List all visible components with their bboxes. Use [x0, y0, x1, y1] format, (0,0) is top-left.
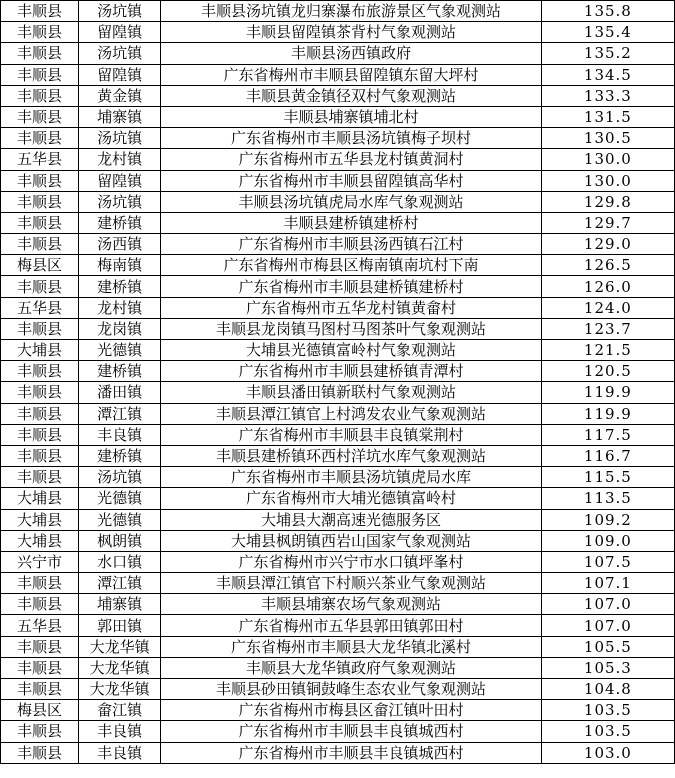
table-body	[1, 1, 675, 764]
station-cell: 广东省梅州市五华县龙村镇黄洞村	[161, 149, 542, 170]
table-row	[1, 340, 675, 361]
table-row	[1, 700, 675, 721]
town-cell: 光德镇	[79, 340, 161, 361]
county-cell: 丰顺县	[1, 445, 79, 466]
town-cell: 丰良镇	[79, 721, 161, 742]
station-cell: 丰顺县大龙华镇政府气象观测站	[161, 657, 542, 678]
station-cell: 广东省梅州市丰顺县建桥镇青潭村	[161, 361, 542, 382]
table-row	[1, 742, 675, 763]
rainfall-value-cell: 104.8	[541, 679, 674, 700]
town-cell: 汤西镇	[79, 234, 161, 255]
town-cell: 汤坑镇	[79, 1, 161, 22]
table-row	[1, 424, 675, 445]
county-cell: 丰顺县	[1, 679, 79, 700]
town-cell: 郭田镇	[79, 615, 161, 636]
county-cell: 丰顺县	[1, 467, 79, 488]
station-cell: 丰顺县汤西镇政府	[161, 43, 542, 64]
table-row	[1, 467, 675, 488]
station-cell: 大埔县枫朗镇西岩山国家气象观测站	[161, 530, 542, 551]
town-cell: 埔寨镇	[79, 594, 161, 615]
town-cell: 埔寨镇	[79, 106, 161, 127]
county-cell: 丰顺县	[1, 85, 79, 106]
station-cell: 广东省梅州市丰顺县丰良镇城西村	[161, 742, 542, 763]
rainfall-value-cell: 135.8	[541, 1, 674, 22]
county-cell: 丰顺县	[1, 212, 79, 233]
rainfall-value-cell: 107.0	[541, 615, 674, 636]
town-cell: 梅南镇	[79, 255, 161, 276]
station-cell: 丰顺县埔寨镇埔北村	[161, 106, 542, 127]
county-cell: 丰顺县	[1, 382, 79, 403]
rainfall-value-cell: 119.9	[541, 403, 674, 424]
town-cell: 丰良镇	[79, 424, 161, 445]
rainfall-value-cell: 117.5	[541, 424, 674, 445]
table-row	[1, 22, 675, 43]
county-cell: 丰顺县	[1, 403, 79, 424]
rainfall-value-cell: 105.3	[541, 657, 674, 678]
rainfall-value-cell: 121.5	[541, 340, 674, 361]
county-cell: 丰顺县	[1, 1, 79, 22]
station-cell: 丰顺县黄金镇径双村气象观测站	[161, 85, 542, 106]
rainfall-value-cell: 124.0	[541, 297, 674, 318]
table-row	[1, 403, 675, 424]
station-cell: 丰顺县砂田镇铜鼓峰生态农业气象观测站	[161, 679, 542, 700]
rainfall-value-cell: 109.2	[541, 509, 674, 530]
station-cell: 大埔县光德镇富岭村气象观测站	[161, 340, 542, 361]
rainfall-value-cell: 113.5	[541, 488, 674, 509]
rainfall-value-cell: 126.5	[541, 255, 674, 276]
station-cell: 丰顺县建桥镇环西村洋坑水库气象观测站	[161, 445, 542, 466]
table-row	[1, 297, 675, 318]
town-cell: 汤坑镇	[79, 43, 161, 64]
town-cell: 龙村镇	[79, 297, 161, 318]
rainfall-value-cell: 103.0	[541, 742, 674, 763]
station-cell: 广东省梅州市丰顺县留隍镇东留大坪村	[161, 64, 542, 85]
county-cell: 五华县	[1, 297, 79, 318]
table-row	[1, 43, 675, 64]
town-cell: 大龙华镇	[79, 657, 161, 678]
town-cell: 留隍镇	[79, 64, 161, 85]
rainfall-value-cell: 130.0	[541, 149, 674, 170]
station-cell: 广东省梅州市丰顺县丰良镇棠荆村	[161, 424, 542, 445]
station-cell: 广东省梅州市大埔光德镇富岭村	[161, 488, 542, 509]
county-cell: 大埔县	[1, 340, 79, 361]
rainfall-value-cell: 109.0	[541, 530, 674, 551]
county-cell: 丰顺县	[1, 742, 79, 763]
county-cell: 大埔县	[1, 488, 79, 509]
rainfall-value-cell: 116.7	[541, 445, 674, 466]
county-cell: 梅县区	[1, 700, 79, 721]
station-cell: 广东省梅州市丰顺县大龙华镇北溪村	[161, 636, 542, 657]
table-row	[1, 212, 675, 233]
rainfall-value-cell: 130.5	[541, 128, 674, 149]
town-cell: 汤坑镇	[79, 467, 161, 488]
table-row	[1, 1, 675, 22]
county-cell: 五华县	[1, 615, 79, 636]
town-cell: 大龙华镇	[79, 636, 161, 657]
rainfall-value-cell: 129.0	[541, 234, 674, 255]
station-cell: 大埔县大潮高速光德服务区	[161, 509, 542, 530]
town-cell: 枫朗镇	[79, 530, 161, 551]
station-cell: 广东省梅州市丰顺县建桥镇建桥村	[161, 276, 542, 297]
rainfall-value-cell: 129.8	[541, 191, 674, 212]
table-row	[1, 149, 675, 170]
rainfall-value-cell: 130.0	[541, 170, 674, 191]
county-cell: 大埔县	[1, 530, 79, 551]
county-cell: 梅县区	[1, 255, 79, 276]
county-cell: 丰顺县	[1, 234, 79, 255]
county-cell: 丰顺县	[1, 657, 79, 678]
station-cell: 丰顺县汤坑镇龙归寨瀑布旅游景区气象观测站	[161, 1, 542, 22]
table-row	[1, 361, 675, 382]
county-cell: 丰顺县	[1, 361, 79, 382]
rainfall-value-cell: 134.5	[541, 64, 674, 85]
town-cell: 建桥镇	[79, 212, 161, 233]
table-row	[1, 657, 675, 678]
county-cell: 丰顺县	[1, 721, 79, 742]
rainfall-value-cell: 135.4	[541, 22, 674, 43]
table-row	[1, 615, 675, 636]
station-cell: 广东省梅州市梅县区梅南镇南坑村下南	[161, 255, 542, 276]
town-cell: 大龙华镇	[79, 679, 161, 700]
rainfall-value-cell: 129.7	[541, 212, 674, 233]
county-cell: 丰顺县	[1, 594, 79, 615]
table-row	[1, 721, 675, 742]
table-row	[1, 382, 675, 403]
county-cell: 丰顺县	[1, 276, 79, 297]
county-cell: 丰顺县	[1, 170, 79, 191]
table-row	[1, 551, 675, 572]
table-row	[1, 170, 675, 191]
station-cell: 丰顺县埔寨农场气象观测站	[161, 594, 542, 615]
county-cell: 丰顺县	[1, 22, 79, 43]
county-cell: 丰顺县	[1, 64, 79, 85]
table-row	[1, 530, 675, 551]
station-cell: 广东省梅州市梅县区畲江镇叶田村	[161, 700, 542, 721]
table-row	[1, 106, 675, 127]
table-row	[1, 128, 675, 149]
rainfall-value-cell: 126.0	[541, 276, 674, 297]
rainfall-value-cell: 133.3	[541, 85, 674, 106]
station-cell: 丰顺县潘田镇新联村气象观测站	[161, 382, 542, 403]
station-cell: 广东省梅州市五华县郭田镇郭田村	[161, 615, 542, 636]
county-cell: 丰顺县	[1, 424, 79, 445]
rainfall-value-cell: 115.5	[541, 467, 674, 488]
rainfall-value-cell: 107.5	[541, 551, 674, 572]
town-cell: 潭江镇	[79, 573, 161, 594]
county-cell: 丰顺县	[1, 318, 79, 339]
county-cell: 丰顺县	[1, 573, 79, 594]
town-cell: 畲江镇	[79, 700, 161, 721]
table-row	[1, 85, 675, 106]
table-row	[1, 509, 675, 530]
town-cell: 潘田镇	[79, 382, 161, 403]
station-cell: 广东省梅州市丰顺县丰良镇城西村	[161, 721, 542, 742]
station-cell: 广东省梅州市兴宁市水口镇坪峯村	[161, 551, 542, 572]
town-cell: 汤坑镇	[79, 128, 161, 149]
town-cell: 潭江镇	[79, 403, 161, 424]
station-cell: 广东省梅州市丰顺县汤西镇石江村	[161, 234, 542, 255]
rainfall-value-cell: 119.9	[541, 382, 674, 403]
station-cell: 丰顺县潭江镇官下村顺兴茶业气象观测站	[161, 573, 542, 594]
table-row	[1, 64, 675, 85]
town-cell: 留隍镇	[79, 22, 161, 43]
station-cell: 丰顺县建桥镇建桥村	[161, 212, 542, 233]
town-cell: 建桥镇	[79, 445, 161, 466]
town-cell: 水口镇	[79, 551, 161, 572]
station-cell: 广东省梅州市五华龙村镇黄畲村	[161, 297, 542, 318]
town-cell: 丰良镇	[79, 742, 161, 763]
town-cell: 黄金镇	[79, 85, 161, 106]
county-cell: 丰顺县	[1, 106, 79, 127]
town-cell: 建桥镇	[79, 276, 161, 297]
county-cell: 丰顺县	[1, 43, 79, 64]
station-cell: 广东省梅州市丰顺县汤坑镇虎局水库	[161, 467, 542, 488]
table-row	[1, 255, 675, 276]
station-cell: 广东省梅州市丰顺县留隍镇高华村	[161, 170, 542, 191]
table-row	[1, 191, 675, 212]
table-row	[1, 445, 675, 466]
town-cell: 光德镇	[79, 488, 161, 509]
town-cell: 建桥镇	[79, 361, 161, 382]
rainfall-value-cell: 103.5	[541, 700, 674, 721]
county-cell: 兴宁市	[1, 551, 79, 572]
station-cell: 广东省梅州市丰顺县汤坑镇梅子坝村	[161, 128, 542, 149]
town-cell: 汤坑镇	[79, 191, 161, 212]
station-cell: 丰顺县留隍镇茶背村气象观测站	[161, 22, 542, 43]
town-cell: 光德镇	[79, 509, 161, 530]
table-row	[1, 594, 675, 615]
rainfall-value-cell: 131.5	[541, 106, 674, 127]
table-row	[1, 573, 675, 594]
rainfall-value-cell: 123.7	[541, 318, 674, 339]
county-cell: 丰顺县	[1, 636, 79, 657]
town-cell: 龙岗镇	[79, 318, 161, 339]
table-row	[1, 488, 675, 509]
county-cell: 五华县	[1, 149, 79, 170]
town-cell: 留隍镇	[79, 170, 161, 191]
rainfall-value-cell: 103.5	[541, 721, 674, 742]
table-row	[1, 679, 675, 700]
county-cell: 丰顺县	[1, 191, 79, 212]
rainfall-value-cell: 107.0	[541, 594, 674, 615]
county-cell: 大埔县	[1, 509, 79, 530]
table-row	[1, 276, 675, 297]
rainfall-value-cell: 105.5	[541, 636, 674, 657]
town-cell: 龙村镇	[79, 149, 161, 170]
rainfall-value-cell: 135.2	[541, 43, 674, 64]
station-cell: 丰顺县汤坑镇虎局水库气象观测站	[161, 191, 542, 212]
table-row	[1, 636, 675, 657]
station-cell: 丰顺县龙岗镇马图村马图茶叶气象观测站	[161, 318, 542, 339]
rainfall-value-cell: 107.1	[541, 573, 674, 594]
table-row	[1, 234, 675, 255]
table-row	[1, 318, 675, 339]
county-cell: 丰顺县	[1, 128, 79, 149]
rainfall-value-cell: 120.5	[541, 361, 674, 382]
station-cell: 丰顺县潭江镇官上村鸿发农业气象观测站	[161, 403, 542, 424]
